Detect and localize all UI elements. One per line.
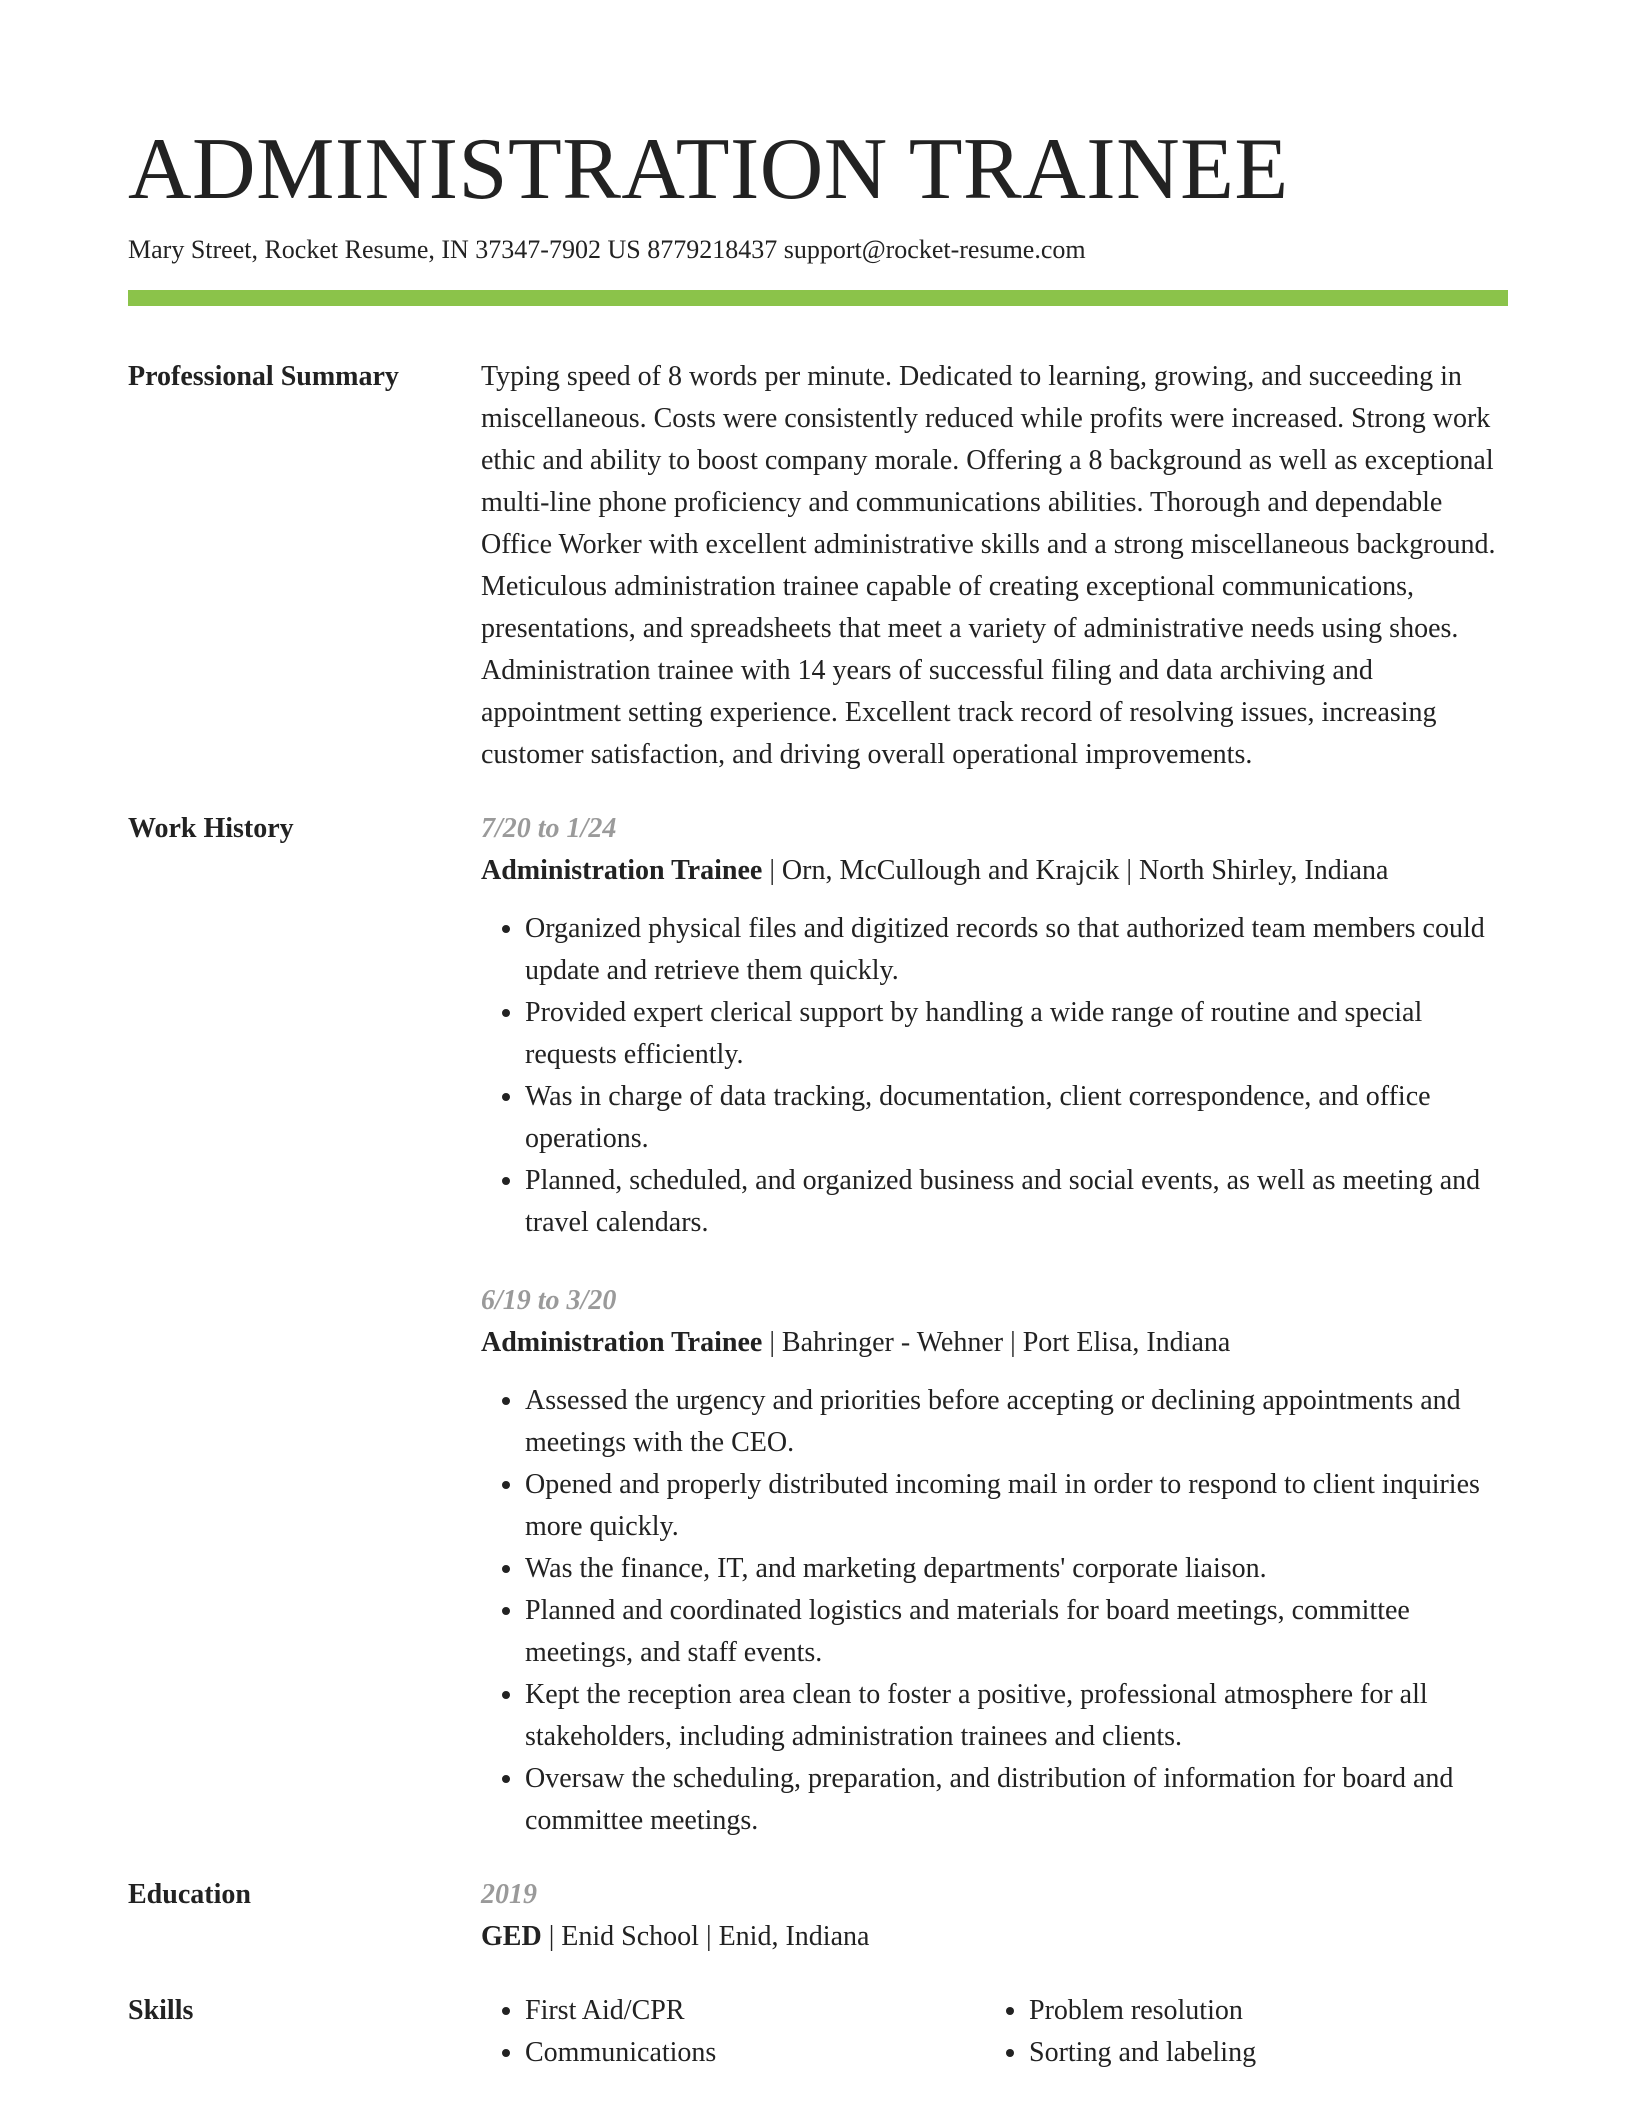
job-duty: • Provided expert clerical support by handling a wide range of routine and special requests efficiently. (525, 992, 1508, 1076)
job-line (481, 1322, 1508, 1364)
contact-phone: 8779218437 (647, 235, 778, 264)
skill-item: • First Aid/CPR (525, 1990, 985, 2032)
job-duty: • Opened and properly distributed incoming mail in order to respond to client inquiries more quickly. (525, 1464, 1508, 1548)
skill-item: • Problem resolution (1029, 1990, 1489, 2032)
education-school: | Enid School (542, 1921, 699, 1952)
skills-list-right (985, 1990, 1489, 2074)
summary-heading: Professional Summary (128, 361, 399, 392)
job-duty: • Was in charge of data tracking, documentation, client correspondence, and office operations. (525, 1076, 1508, 1160)
job-duty: • Oversaw the scheduling, preparation, and distribution of information for board and committee meetings. (525, 1758, 1508, 1842)
work-history-section (128, 808, 1508, 1842)
job-entry (481, 1280, 1508, 1842)
skills-heading: Skills (128, 1995, 194, 2026)
job-entry (481, 808, 1508, 1244)
job-duties (481, 908, 1508, 1244)
job-title: Administration Trainee (481, 1327, 763, 1358)
job-duty: • Planned, scheduled, and organized business and social events, as well as meeting and travel calendars. (525, 1160, 1508, 1244)
job-title: Administration Trainee (481, 855, 763, 886)
job-line (481, 850, 1508, 892)
contact-address: Mary Street, Rocket Resume, IN 37347-7902 US (128, 235, 641, 264)
education-location: | Enid, Indiana (699, 1921, 869, 1952)
skills-section (128, 1990, 1508, 2074)
education-body (481, 1874, 1508, 1958)
resume-name: ADMINISTRATION TRAINEE (128, 121, 1289, 218)
job-duty: • Was the finance, IT, and marketing departments' corporate liaison. (525, 1548, 1508, 1590)
job-location: | Port Elisa, Indiana (1003, 1327, 1230, 1358)
work-history-heading: Work History (128, 813, 294, 844)
job-location: | North Shirley, Indiana (1119, 855, 1388, 886)
work-history-body (481, 808, 1508, 1842)
job-dates: 6/19 to 3/20 (481, 1285, 617, 1316)
job-duty: • Assessed the urgency and priorities before accepting or declining appointments and meetings with the CEO. (525, 1380, 1508, 1464)
job-duty: • Kept the reception area clean to foster a positive, professional atmosphere for all stakeholders, including administration trainees and clients. (525, 1674, 1508, 1758)
skill-item: • Sorting and labeling (1029, 2032, 1489, 2074)
job-duty: • Organized physical files and digitized records so that authorized team members could update and retrieve them quickly. (525, 908, 1508, 992)
summary-text: Typing speed of 8 words per minute. Dedicated to learning, growing, and succeeding in miscellaneous. Costs were consistently reduced while profits were increased. Strong work ethic and ability to boost company morale. Offering a 8 background as well as exceptional multi-line phone proficiency and communications abilities. Thorough and dependable Office Worker with excellent administrative skills and a strong miscellaneous background. Meticulous administration trainee capable of creating exceptional communications, presentations, and spreadsheets that meet a variety of administrative needs using shoes. Administration trainee with 14 years of successful filing and data archiving and appointment setting experience. Excellent track record of resolving issues, increasing customer satisfaction, and driving overall operational improvements. (481, 361, 1496, 770)
summary-section (128, 356, 1508, 776)
job-duties (481, 1380, 1508, 1842)
job-company: | Orn, McCullough and Krajcik (762, 855, 1119, 886)
education-heading: Education (128, 1879, 251, 1910)
job-company: | Bahringer - Wehner (762, 1327, 1003, 1358)
skills-list-left (481, 1990, 985, 2074)
education-degree: GED (481, 1921, 542, 1952)
education-year: 2019 (481, 1879, 537, 1910)
job-dates: 7/20 to 1/24 (481, 813, 617, 844)
contact-email: support@rocket-resume.com (783, 235, 1086, 264)
job-duty: • Planned and coordinated logistics and materials for board meetings, committee meetings, and staff events. (525, 1590, 1508, 1674)
contact-line (128, 232, 1508, 268)
header-divider (128, 290, 1508, 306)
education-section (128, 1874, 1508, 1958)
skill-item: • Communications (525, 2032, 985, 2074)
skills-body (481, 1990, 1508, 2074)
resume-page (128, 118, 1508, 2074)
skills-columns (481, 1990, 1508, 2074)
education-line (481, 1916, 1508, 1958)
